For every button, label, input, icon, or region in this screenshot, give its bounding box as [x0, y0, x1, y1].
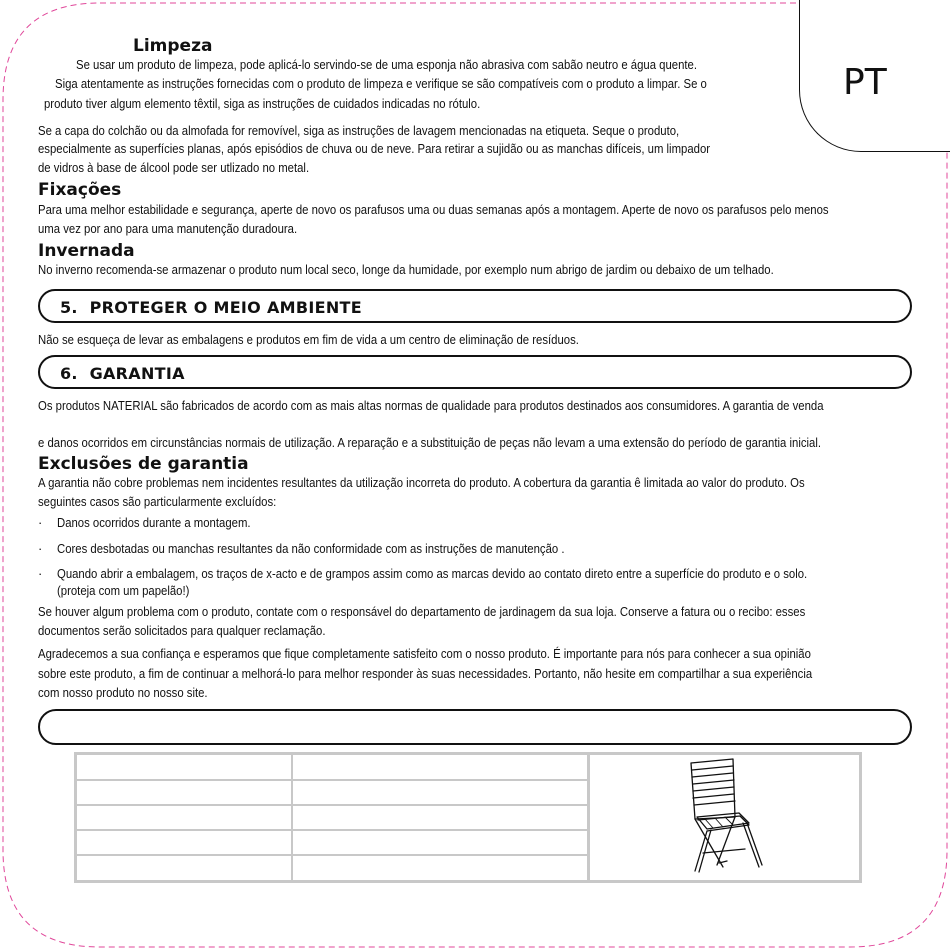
limpeza-paragraph2-line: Se a capa do colchão ou da almofada for removível, siga as instruções de lavagem mencionadas na etiqueta. Seque o produto,	[38, 123, 680, 138]
table-row-divider	[77, 829, 587, 831]
table-row-divider	[77, 804, 587, 806]
invernada-heading: Invernada	[38, 241, 135, 261]
section5-title	[60, 298, 362, 317]
contact-line: documentos serão solicitados para qualquer reclamação.	[38, 623, 326, 638]
limpeza-heading: Limpeza	[133, 36, 213, 56]
limpeza-line: Se usar um produto de limpeza, pode aplicá-lo servindo-se de uma esponja não abrasiva com sabão neutro e água quente.	[76, 57, 698, 72]
garantia-line: e danos ocorridos em circunstâncias normais de utilização. A reparação e a substituição de peças não levam a uma extensão do período de garantia inicial.	[38, 435, 822, 450]
fixacoes-line: uma vez por ano para uma manutenção duradoura.	[38, 221, 298, 236]
exclusion-item: Cores desbotadas ou manchas resultantes da não conformidade com as instruções de manutenção .	[57, 541, 565, 556]
thanks-line: sobre este produto, a fim de continuar a melhorá-lo para melhor responder às suas necessidades. Portanto, não hesite em compartilhar a sua experiência	[38, 666, 813, 681]
table-column-divider	[587, 755, 590, 880]
contact-line: Se houver algum problema com o produto, contate com o responsável do departamento de jardinagem da sua loja. Conserve a fatura ou o recibo: esses	[38, 604, 806, 619]
limpeza-paragraph2-line: de vidros à base de álcool pode ser utlizado no metal.	[38, 160, 310, 175]
section5-header-bar	[38, 289, 912, 323]
section6-title	[60, 364, 185, 383]
bullet-marker: ·	[38, 566, 43, 581]
language-code: PT	[843, 62, 887, 103]
exclusion-item: Quando abrir a embalagem, os traços de x-acto e de grampos assim como as marcas devido ao contato direto entre a superfície do produto e o solo.	[57, 566, 808, 581]
garantia-line: Os produtos NATERIAL são fabricados de acordo com as mais altas normas de qualidade para produtos destinados aos consumidores. A garantia de venda	[38, 398, 824, 413]
product-info-table	[74, 752, 862, 883]
bullet-marker: ·	[38, 541, 43, 556]
fixacoes-line: Para uma melhor estabilidade e segurança, aperte de novo os parafusos uma ou duas semanas após a montagem. Aperte de novo os parafusos pelo menos	[38, 202, 829, 217]
fixacoes-heading: Fixações	[38, 180, 122, 200]
limpeza-line: produto tiver algum elemento têxtil, siga as instruções de cuidados indicadas no rótulo.	[44, 96, 481, 111]
section6-number: 6.	[60, 364, 78, 383]
section6-title-text: GARANTIA	[89, 364, 185, 383]
table-row-divider	[77, 854, 587, 856]
table-row-divider	[77, 779, 587, 781]
exclusion-item: Danos ocorridos durante a montagem.	[57, 515, 251, 530]
empty-section-bar	[38, 709, 912, 745]
section6-header-bar	[38, 355, 912, 389]
invernada-line: No inverno recomenda-se armazenar o produto num local seco, longe da humidade, por exemplo num abrigo de jardim ou debaixo de um telhado.	[38, 262, 774, 277]
thanks-line: Agradecemos a sua confiança e esperamos que fique completamente satisfeito com o nosso produto. É importante para nós para conhecer a sua opinião	[38, 646, 811, 661]
section5-title-text: PROTEGER O MEIO AMBIENTE	[89, 298, 362, 317]
section5-number: 5.	[60, 298, 78, 317]
table-column-divider	[291, 755, 293, 880]
limpeza-line: Siga atentamente as instruções fornecidas com o produto de limpeza e verifique se são compatíveis com o produto a limpar. Se o	[55, 76, 707, 91]
thanks-line: com nosso produto no nosso site.	[38, 685, 208, 700]
exclusoes-intro-line: seguintes casos são particularmente excluídos:	[38, 494, 277, 509]
exclusoes-intro-line: A garantia não cobre problemas nem incidentes resultantes da utilização incorreta do produto. A cobertura da garantia ê limitada ao valor do produto. Os	[38, 475, 805, 490]
limpeza-paragraph2-line: especialmente as superfícies planas, após episódios de chuva ou de neve. Para retirar a sujidão ou as manchas difíceis, um limpador	[38, 141, 711, 156]
exclusion-item-continued: (proteja com um papelão!)	[57, 583, 190, 598]
section5-text: Não se esqueça de levar as embalagens e produtos em fim de vida a um centro de eliminação de resíduos.	[38, 332, 579, 347]
exclusoes-heading: Exclusões de garantia	[38, 454, 249, 474]
bullet-marker: ·	[38, 515, 43, 530]
folding-chair-icon	[683, 757, 765, 877]
